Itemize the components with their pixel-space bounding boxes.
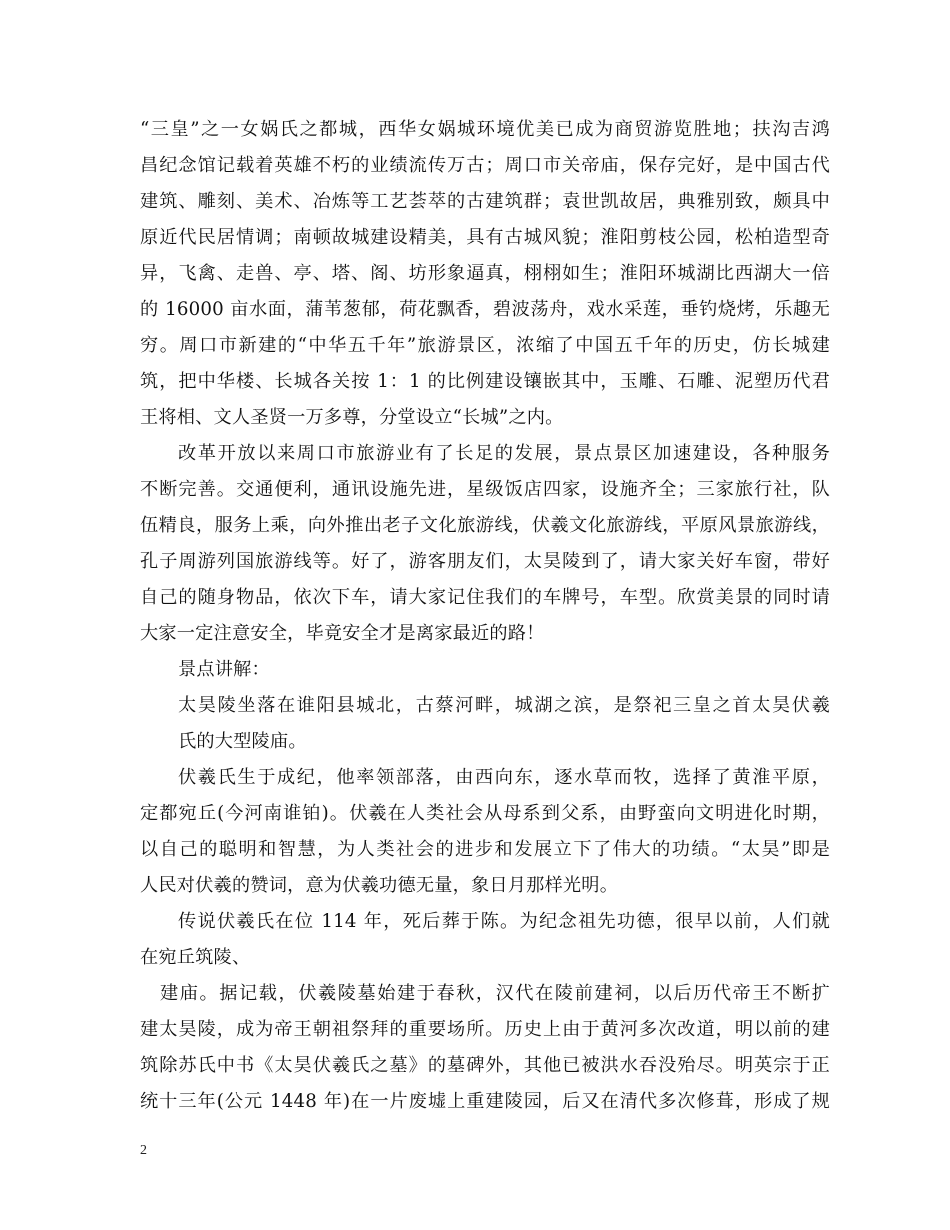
text-line: 不断完善。交通便利，通讯设施先进，星级饭店四家，设施齐全；三家旅行社，队: [140, 479, 830, 500]
text-line: 在宛丘筑陵、: [140, 947, 251, 968]
text-line: 建筑、雕刻、美术、冶炼等工艺荟萃的古建筑群；袁世凯故居，典雅别致，颇具中: [140, 191, 830, 212]
text-line: 统十三年(公元 1448 年)在一片废墟上重建陵园，后又在清代多次修葺，形成了规: [140, 1091, 830, 1112]
page-number: 2: [140, 1143, 147, 1158]
text-line: 伍精良，服务上乘，向外推出老子文化旅游线，伏羲文化旅游线，平原风景旅游线，: [140, 515, 830, 536]
text-line: 筑，把中华楼、长城各关按 1：1 的比例建设镶嵌其中，玉雕、石雕、泥塑历代君: [140, 371, 830, 392]
text-line: 传说伏羲氏在位 114 年，死后葬于陈。为纪念祖先功德，很早以前，人们就: [178, 911, 830, 932]
text-line: 改革开放以来周口市旅游业有了长足的发展，景点景区加速建设，各种服务: [178, 443, 830, 464]
text-line: 异，飞禽、走兽、亭、塔、阁、坊形象逼真，栩栩如生；淮阳环城湖比西湖大一倍: [140, 263, 830, 284]
text-line: 太昊陵坐落在谁阳县城北，古蔡河畔，城湖之滨，是祭祀三皇之首太昊伏羲: [178, 695, 830, 716]
text-line: 伏羲氏生于成纪，他率领部落，由西向东，逐水草而牧，选择了黄淮平原，: [178, 767, 830, 788]
text-line: 以自己的聪明和智慧，为人类社会的进步和发展立下了伟大的功绩。“太昊”即是: [140, 839, 830, 860]
section-heading: 景点讲解：: [178, 659, 270, 680]
text-line: 孔子周游列国旅游线等。好了，游客朋友们，太昊陵到了，请大家关好车窗，带好: [140, 551, 830, 572]
text-line: 穷。周口市新建的“中华五千年”旅游景区，浓缩了中国五千年的历史，仿长城建: [140, 335, 830, 356]
text-line: 建庙。据记载，伏羲陵墓始建于春秋，汉代在陵前建祠，以后历代帝王不断扩: [160, 983, 830, 1004]
text-line: 建太昊陵，成为帝王朝祖祭拜的重要场所。历史上由于黄河多次改道，明以前的建: [140, 1019, 830, 1040]
document-body: [140, 112, 830, 1120]
text-line: 原近代民居情调；南顿故城建设精美，具有古城风貌；淮阳剪枝公园，松柏造型奇: [140, 227, 830, 248]
text-line: 昌纪念馆记载着英雄不朽的业绩流传万古；周口市关帝庙，保存完好，是中国古代: [140, 155, 830, 176]
text-line: 大家一定注意安全，毕竟安全才是离家最近的路！: [140, 623, 545, 644]
text-line: 自己的随身物品，依次下车，请大家记住我们的车牌号，车型。欣赏美景的同时请: [140, 587, 830, 608]
text-line: 定都宛丘(今河南谁铂)。伏羲在人类社会从母系到父系，由野蛮向文明进化时期，: [140, 803, 830, 824]
text-line: 氏的大型陵庙。: [178, 731, 307, 752]
text-line: 王将相、文人圣贤一万多尊，分堂设立“长城”之内。: [140, 407, 564, 428]
text-line: 筑除苏氏中书《太昊伏羲氏之墓》的墓碑外，其他已被洪水吞没殆尽。明英宗于正: [140, 1055, 830, 1076]
text-line: 的 16000 亩水面，蒲苇葱郁，荷花飘香，碧波荡舟，戏水采莲，垂钓烧烤，乐趣无: [140, 299, 830, 320]
text-line: 人民对伏羲的赞词，意为伏羲功德无量，象日月那样光明。: [140, 875, 619, 896]
text-line: “三皇”之一女娲氏之都城，西华女娲城环境优美已成为商贸游览胜地；扶沟吉鸿: [140, 119, 830, 140]
